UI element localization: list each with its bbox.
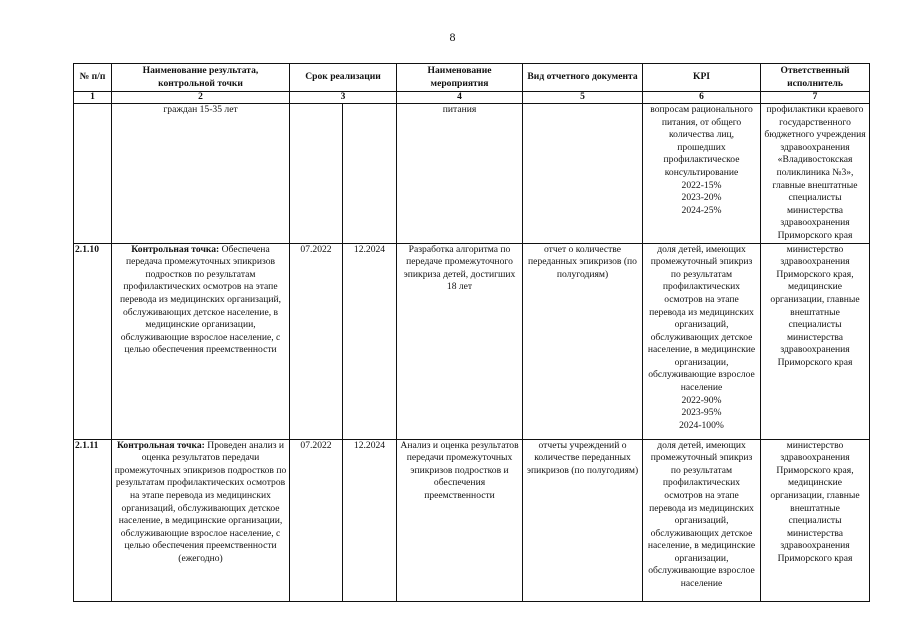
column-number: 3 <box>290 92 397 104</box>
measure-cell: Анализ и оценка результатов передачи промежуточных эпикризов подростков и обеспечения преемственности <box>397 439 523 601</box>
result-text: Обеспечена передача промежуточных эпикризов подростков по результатам профилактических осмотров на этапе перевода из медицинских организаций, обслуживающих детское население, в медицинские организации, обслуживающие взрослое население, с целью обеспечения преемственности <box>119 243 282 356</box>
header-responsible: Ответственный исполнитель <box>761 64 870 92</box>
result-cell <box>112 439 290 601</box>
kpi-text: вопросам рационального питания, от общего количества лиц, прошедших профилактическое консультирование <box>650 104 753 178</box>
result-text: граждан 15-35 лет <box>163 104 238 115</box>
responsible-cell: министерство здравоохранения Приморского края, медицинские организации, главные внештатные специалисты министерства здравоохранения Приморского края <box>761 243 870 439</box>
doc-cell: отчеты учреждений о количестве переданных эпикризов (по полугодиям) <box>523 439 643 601</box>
table-row <box>74 104 870 244</box>
kpi-2024: 2024-25% <box>681 204 722 216</box>
result-cell <box>112 243 290 439</box>
doc-cell: отчет о количестве переданных эпикризов (по полугодиям) <box>523 243 643 439</box>
row-number: 2.1.11 <box>74 439 112 601</box>
kpi-text: доля детей, имеющих промежуточный эпикриз по результатам профилактических осмотров на этапе перевода из медицинских организаций, обслуживающих детское население, в медицинские организации, обслуживающие взрослое население <box>647 243 756 394</box>
column-number: 7 <box>761 92 870 104</box>
responsible-cell: министерство здравоохранения Приморского края, медицинские организации, главные внештатные специалисты министерства здравоохранения Приморского края <box>761 439 870 601</box>
column-number: 5 <box>523 92 643 104</box>
result-label: Контрольная точка: <box>131 243 220 255</box>
header-term: Срок реализации <box>290 64 397 92</box>
header-result: Наименование результата, контрольной точки <box>112 64 290 92</box>
kpi-cell <box>643 243 761 439</box>
column-number: 1 <box>74 92 112 104</box>
page-number: 8 <box>449 30 456 44</box>
header-measure: Наименование мероприятия <box>397 64 523 92</box>
kpi-2024: 2024-100% <box>679 419 724 431</box>
column-number: 6 <box>643 92 761 104</box>
column-number: 4 <box>397 92 523 104</box>
end-date: 12.2024 <box>343 243 397 439</box>
header-num: № п/п <box>74 64 112 92</box>
column-number: 2 <box>112 92 290 104</box>
result-label: Контрольная точка: <box>116 439 205 451</box>
column-number-row <box>74 92 870 104</box>
start-date: 07.2022 <box>290 439 343 601</box>
end-date: 12.2024 <box>343 439 397 601</box>
doc-cell <box>523 104 643 244</box>
kpi-cell <box>643 439 761 601</box>
table-row <box>74 243 870 439</box>
result-cell <box>112 104 290 244</box>
row-number <box>74 104 112 244</box>
start-date: 07.2022 <box>290 243 343 439</box>
responsible-cell: профилактики краевого государственного бюджетного учреждения здравоохранения «Владивостокская поликлиника №3», главные внештатные специалисты министерства здравоохранения Приморского края <box>761 104 870 244</box>
kpi-2023: 2023-95% <box>681 407 722 419</box>
header-kpi: KPI <box>643 64 761 92</box>
kpi-2022: 2022-15% <box>681 179 722 191</box>
result-text: Проведен анализ и оценка результатов передачи промежуточных эпикризов подростков по результатам профилактических осмотров на этапе перевода из медицинских организаций, обслуживающих детское население, в медицинские организации, обслуживающие взрослое население, с целью обеспечения преемственности (ежегодно) <box>114 439 287 564</box>
measure-cell: питания <box>397 104 523 244</box>
measure-cell: Разработка алгоритма по передаче промежуточного эпикриза детей, достигших 18 лет <box>397 243 523 439</box>
plan-table <box>73 63 870 602</box>
kpi-2023: 2023-20% <box>681 192 722 204</box>
row-number: 2.1.10 <box>74 243 112 439</box>
kpi-2022: 2022-90% <box>681 394 722 406</box>
header-doc: Вид отчетного документа <box>523 64 643 92</box>
kpi-text: доля детей, имеющих промежуточный эпикриз по результатам профилактических осмотров на этапе перевода из медицинских организаций, обслуживающих детское население, в медицинские организации, обслуживающие взрослое население <box>647 439 756 590</box>
start-date <box>290 104 343 244</box>
kpi-cell <box>643 104 761 244</box>
table-row <box>74 439 870 601</box>
header-row <box>74 64 870 92</box>
end-date <box>343 104 397 244</box>
